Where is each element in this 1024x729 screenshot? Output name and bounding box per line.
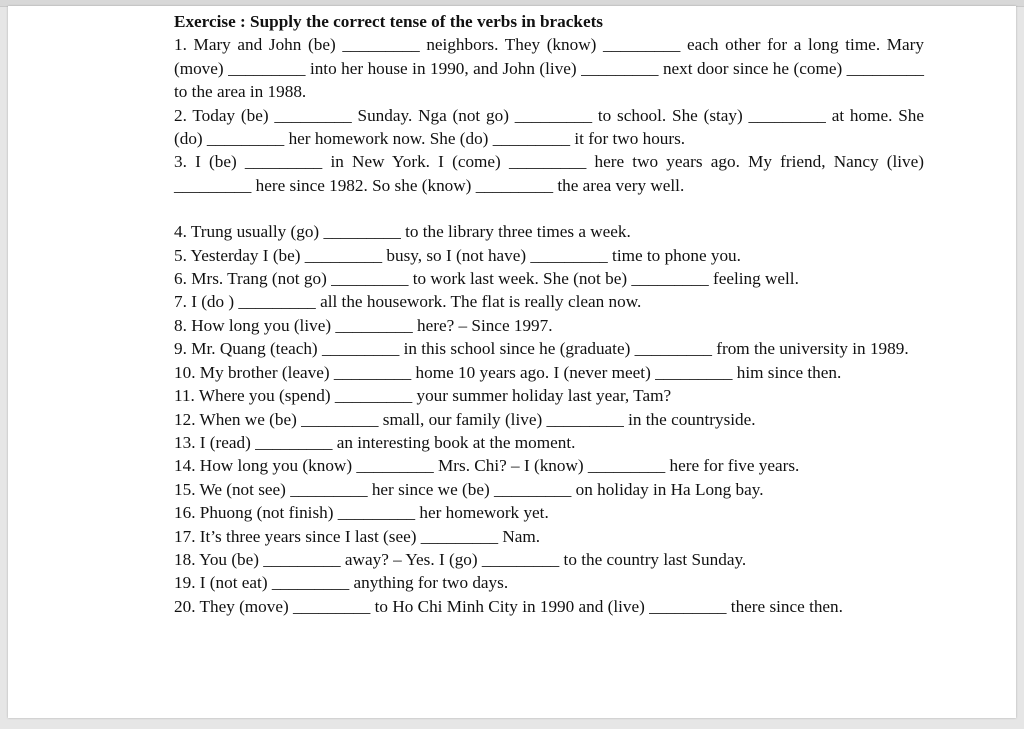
paragraph-gap <box>174 197 924 220</box>
question-17: 17. It’s three years since I last (see) _________ Nam. <box>174 526 541 546</box>
document-content <box>174 10 924 618</box>
question-1: 1. Mary and John (be) _________ neighbors. They (know) _________ each other for a long time. Mary (move) _________ into her house in 1990, and John (live) _________ next door since he (come) _________ to the area in 1988. <box>174 35 924 102</box>
question-10: 10. My brother (leave) _________ home 10 years ago. I (never meet) _________ him since then. <box>174 362 842 382</box>
question-6: 6. Mrs. Trang (not go) _________ to work last week. She (not be) _________ feeling well. <box>174 269 799 289</box>
question-20: 20. They (move) _________ to Ho Chi Minh City in 1990 and (live) _________ there since then. <box>174 596 843 616</box>
question-8: 8. How long you (live) _________ here? – Since 1997. <box>174 315 553 335</box>
question-7: 7. I (do ) _________ all the housework. The flat is really clean now. <box>174 292 642 312</box>
question-14: 14. How long you (know) _________ Mrs. Chi? – I (know) _________ here for five years. <box>174 456 800 476</box>
question-15: 15. We (not see) _________ her since we (be) _________ on holiday in Ha Long bay. <box>174 479 764 499</box>
question-9: 9. Mr. Quang (teach) _________ in this school since he (graduate) _________ from the university in 1989. <box>174 339 909 359</box>
document-page <box>8 6 1016 718</box>
question-2: 2. Today (be) _________ Sunday. Nga (not go) _________ to school. She (stay) _________ at home. She (do) _________ her homework now. She (do) _________ it for two hours. <box>174 105 924 149</box>
question-5: 5. Yesterday I (be) _________ busy, so I (not have) _________ time to phone you. <box>174 245 741 265</box>
question-19: 19. I (not eat) _________ anything for two days. <box>174 573 509 593</box>
question-3: 3. I (be) _________ in New York. I (come) _________ here two years ago. My friend, Nancy (live) _________ here since 1982. So she (know) _________ the area very well. <box>174 152 924 195</box>
question-13: 13. I (read) _________ an interesting book at the moment. <box>174 432 576 452</box>
question-4: 4. Trung usually (go) _________ to the library three times a week. <box>174 222 631 242</box>
question-12: 12. When we (be) _________ small, our family (live) _________ in the countryside. <box>174 409 756 429</box>
question-18: 18. You (be) _________ away? – Yes. I (go) _________ to the country last Sunday. <box>174 549 747 569</box>
exercise-title: Exercise : Supply the correct tense of the verbs in brackets <box>174 12 603 31</box>
question-11: 11. Where you (spend) _________ your summer holiday last year, Tam? <box>174 386 672 406</box>
question-16: 16. Phuong (not finish) _________ her homework yet. <box>174 503 549 523</box>
